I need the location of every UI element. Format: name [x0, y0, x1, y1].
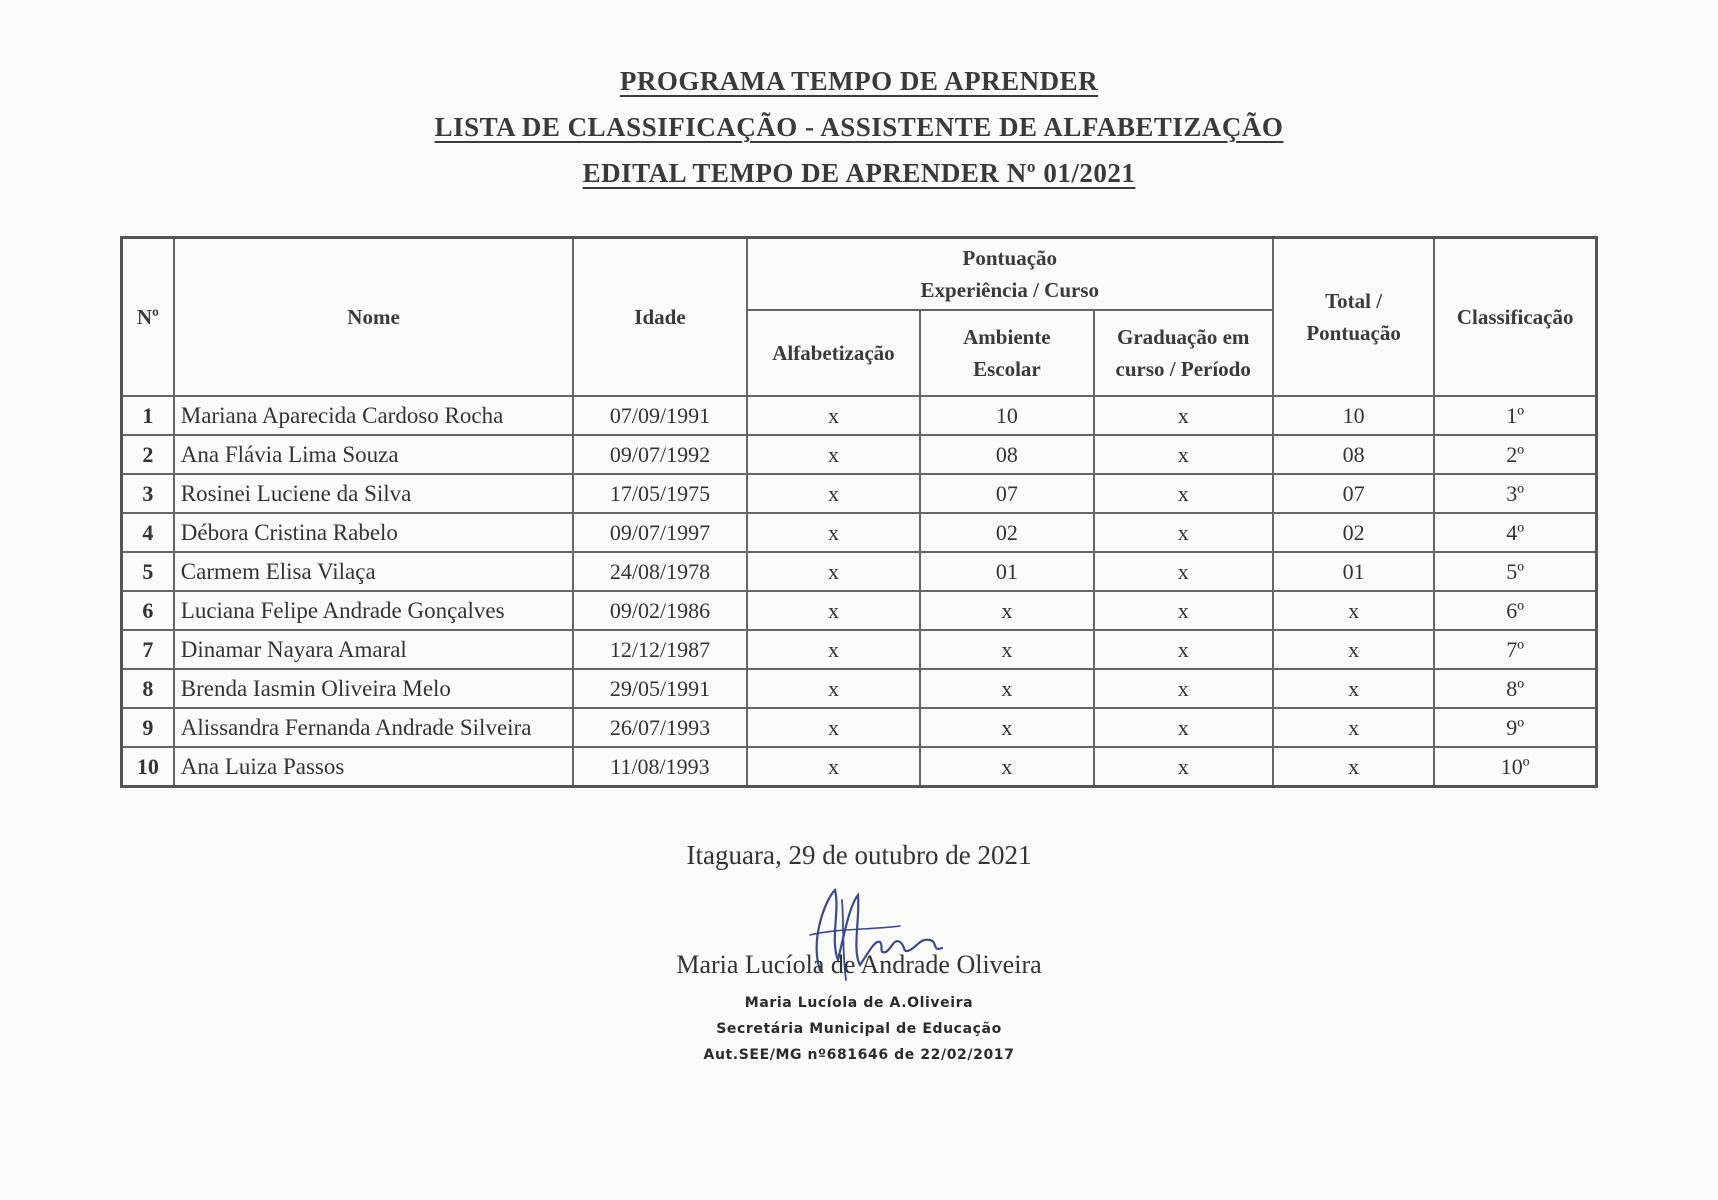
document-header — [0, 58, 1718, 196]
cell-idade: 17/05/1975 — [573, 474, 746, 513]
cell-ambiente: 07 — [920, 474, 1093, 513]
cell-graduacao: x — [1094, 552, 1273, 591]
cell-idade: 12/12/1987 — [573, 630, 746, 669]
classification-table — [120, 236, 1598, 788]
cell-ambiente: x — [920, 591, 1093, 630]
cell-num: 2 — [122, 435, 174, 474]
header-pontuacao — [747, 238, 1273, 311]
table-row — [122, 513, 1597, 552]
header-row-top — [122, 238, 1597, 311]
cell-idade: 11/08/1993 — [573, 747, 746, 787]
cell-num: 6 — [122, 591, 174, 630]
header-alfabetizacao: Alfabetização — [747, 310, 921, 396]
table-row — [122, 630, 1597, 669]
cell-ambiente: 02 — [920, 513, 1093, 552]
table-row — [122, 708, 1597, 747]
cell-alfabetizacao: x — [747, 396, 921, 435]
cell-graduacao: x — [1094, 591, 1273, 630]
cell-classificacao: 7º — [1434, 630, 1596, 669]
cell-alfabetizacao: x — [747, 591, 921, 630]
cell-graduacao: x — [1094, 630, 1273, 669]
cell-num: 8 — [122, 669, 174, 708]
cell-classificacao: 5º — [1434, 552, 1596, 591]
header-nome: Nome — [174, 238, 574, 397]
cell-ambiente: 10 — [920, 396, 1093, 435]
header-pontuacao-line1: Pontuação — [962, 246, 1058, 270]
cell-nome: Rosinei Luciene da Silva — [174, 474, 574, 513]
header-classificacao: Classificação — [1434, 238, 1596, 397]
cell-num: 5 — [122, 552, 174, 591]
cell-total: x — [1273, 630, 1434, 669]
cell-classificacao: 2º — [1434, 435, 1596, 474]
cell-num: 9 — [122, 708, 174, 747]
cell-alfabetizacao: x — [747, 747, 921, 787]
header-graduacao — [1094, 310, 1273, 396]
cell-nome: Ana Luiza Passos — [174, 747, 574, 787]
cell-total: 01 — [1273, 552, 1434, 591]
cell-nome: Ana Flávia Lima Souza — [174, 435, 574, 474]
header-idade: Idade — [573, 238, 746, 397]
cell-nome: Luciana Felipe Andrade Gonçalves — [174, 591, 574, 630]
cell-idade: 09/02/1986 — [573, 591, 746, 630]
header-pontuacao-line2: Experiência / Curso — [920, 278, 1100, 302]
cell-classificacao: 9º — [1434, 708, 1596, 747]
cell-alfabetizacao: x — [747, 474, 921, 513]
stamp-line-name: Maria Lucíola de A.Oliveira — [744, 995, 974, 1011]
table-row — [122, 435, 1597, 474]
table-row — [122, 591, 1597, 630]
header-total-line2: Pontuação — [1306, 321, 1401, 345]
cell-classificacao: 8º — [1434, 669, 1596, 708]
cell-nome: Brenda Iasmin Oliveira Melo — [174, 669, 574, 708]
table-row — [122, 396, 1597, 435]
edital-title: EDITAL TEMPO DE APRENDER Nº 01/2021 — [582, 158, 1136, 188]
cell-ambiente: x — [920, 708, 1093, 747]
cell-num: 10 — [122, 747, 174, 787]
cell-nome: Mariana Aparecida Cardoso Rocha — [174, 396, 574, 435]
table-row — [122, 474, 1597, 513]
cell-graduacao: x — [1094, 474, 1273, 513]
cell-graduacao: x — [1094, 513, 1273, 552]
cell-alfabetizacao: x — [747, 708, 921, 747]
cell-total: 08 — [1273, 435, 1434, 474]
cell-idade: 29/05/1991 — [573, 669, 746, 708]
cell-idade: 26/07/1993 — [573, 708, 746, 747]
cell-idade: 09/07/1992 — [573, 435, 746, 474]
cell-total: x — [1273, 669, 1434, 708]
cell-alfabetizacao: x — [747, 630, 921, 669]
header-total-line1: Total / — [1325, 289, 1383, 313]
cell-idade: 24/08/1978 — [573, 552, 746, 591]
cell-classificacao: 4º — [1434, 513, 1596, 552]
stamp-line-authorization: Aut.SEE/MG nº681646 de 22/02/2017 — [703, 1047, 1015, 1063]
cell-alfabetizacao: x — [747, 669, 921, 708]
cell-total: x — [1273, 591, 1434, 630]
signer-name: Maria Lucíola de Andrade Oliveira — [676, 950, 1042, 979]
cell-total: x — [1273, 747, 1434, 787]
cell-num: 3 — [122, 474, 174, 513]
cell-ambiente: x — [920, 747, 1093, 787]
cell-classificacao: 6º — [1434, 591, 1596, 630]
list-title: LISTA DE CLASSIFICAÇÃO - ASSISTENTE DE ALFABETIZAÇÃO — [434, 112, 1284, 142]
cell-nome: Alissandra Fernanda Andrade Silveira — [174, 708, 574, 747]
cell-ambiente: x — [920, 669, 1093, 708]
place-date: Itaguara, 29 de outubro de 2021 — [686, 840, 1032, 870]
header-total — [1273, 238, 1434, 397]
cell-idade: 07/09/1991 — [573, 396, 746, 435]
cell-total: 10 — [1273, 396, 1434, 435]
header-ambiente-line2: Escolar — [973, 357, 1041, 381]
cell-num: 4 — [122, 513, 174, 552]
program-title: PROGRAMA TEMPO DE APRENDER — [619, 66, 1099, 96]
cell-total: x — [1273, 708, 1434, 747]
cell-num: 7 — [122, 630, 174, 669]
cell-graduacao: x — [1094, 747, 1273, 787]
header-ambiente-line1: Ambiente — [963, 325, 1051, 349]
header-num: Nº — [122, 238, 174, 397]
cell-graduacao: x — [1094, 708, 1273, 747]
cell-nome: Carmem Elisa Vilaça — [174, 552, 574, 591]
header-graduacao-line1: Graduação em — [1117, 325, 1250, 349]
cell-num: 1 — [122, 396, 174, 435]
cell-alfabetizacao: x — [747, 435, 921, 474]
cell-total: 02 — [1273, 513, 1434, 552]
cell-graduacao: x — [1094, 396, 1273, 435]
cell-ambiente: 08 — [920, 435, 1093, 474]
cell-classificacao: 3º — [1434, 474, 1596, 513]
cell-nome: Débora Cristina Rabelo — [174, 513, 574, 552]
cell-classificacao: 1º — [1434, 396, 1596, 435]
cell-nome: Dinamar Nayara Amaral — [174, 630, 574, 669]
table-row — [122, 552, 1597, 591]
cell-classificacao: 10º — [1434, 747, 1596, 787]
header-graduacao-line2: curso / Período — [1115, 357, 1251, 381]
header-ambiente — [920, 310, 1093, 396]
cell-total: 07 — [1273, 474, 1434, 513]
stamp-line-role: Secretária Municipal de Educação — [716, 1021, 1002, 1037]
table-row — [122, 747, 1597, 787]
cell-alfabetizacao: x — [747, 513, 921, 552]
official-stamp — [0, 990, 1718, 1068]
cell-idade: 09/07/1997 — [573, 513, 746, 552]
cell-alfabetizacao: x — [747, 552, 921, 591]
cell-ambiente: x — [920, 630, 1093, 669]
cell-ambiente: 01 — [920, 552, 1093, 591]
table-row — [122, 669, 1597, 708]
cell-graduacao: x — [1094, 435, 1273, 474]
cell-graduacao: x — [1094, 669, 1273, 708]
